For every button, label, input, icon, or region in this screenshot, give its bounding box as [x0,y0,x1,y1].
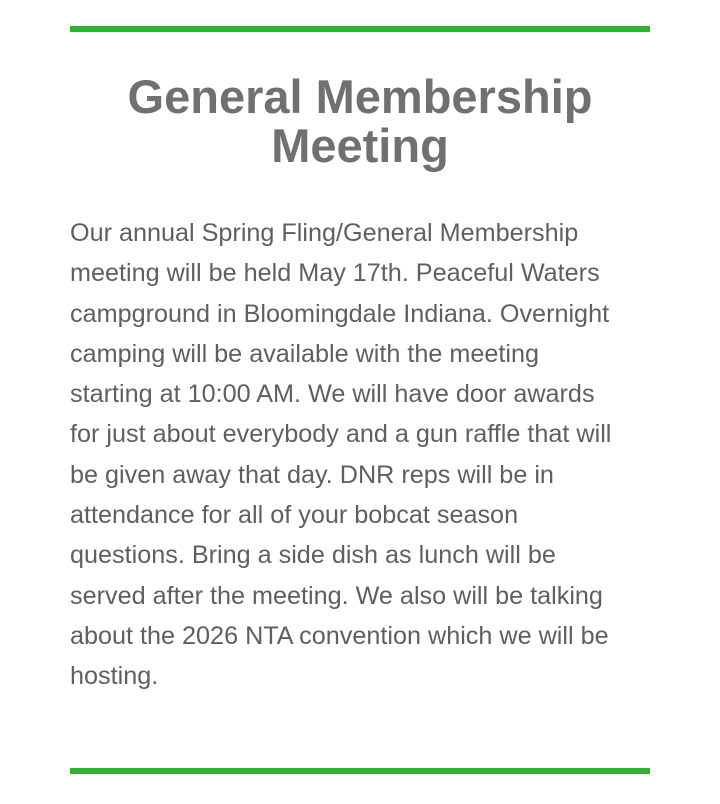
body-line: for just about everybody and a gun raffle that will [70,420,612,449]
body-line: about the 2026 NTA convention which we will be [70,621,609,650]
title-line-2: Meeting [271,119,449,172]
title-line-1: General Membership [127,70,593,123]
top-divider [70,26,650,32]
page-title [70,72,650,170]
body-line: meeting will be held May 17th. Peaceful Waters [70,259,600,288]
announcement-body [70,213,655,697]
body-line: camping will be available with the meeting [70,339,540,368]
body-line: campground in Bloomingdale Indiana. Overnight [70,299,610,328]
bottom-divider [70,768,650,774]
body-line: Our annual Spring Fling/General Membership [70,219,579,247]
body-line: starting at 10:00 AM. We will have door awards [70,380,595,409]
body-line: questions. Bring a side dish as lunch will be [70,541,556,570]
body-line: be given away that day. DNR reps will be in [70,460,554,489]
body-line: served after the meeting. We also will be talking [70,581,603,610]
body-line: hosting. [70,662,159,691]
body-line: attendance for all of your bobcat season [70,501,519,530]
